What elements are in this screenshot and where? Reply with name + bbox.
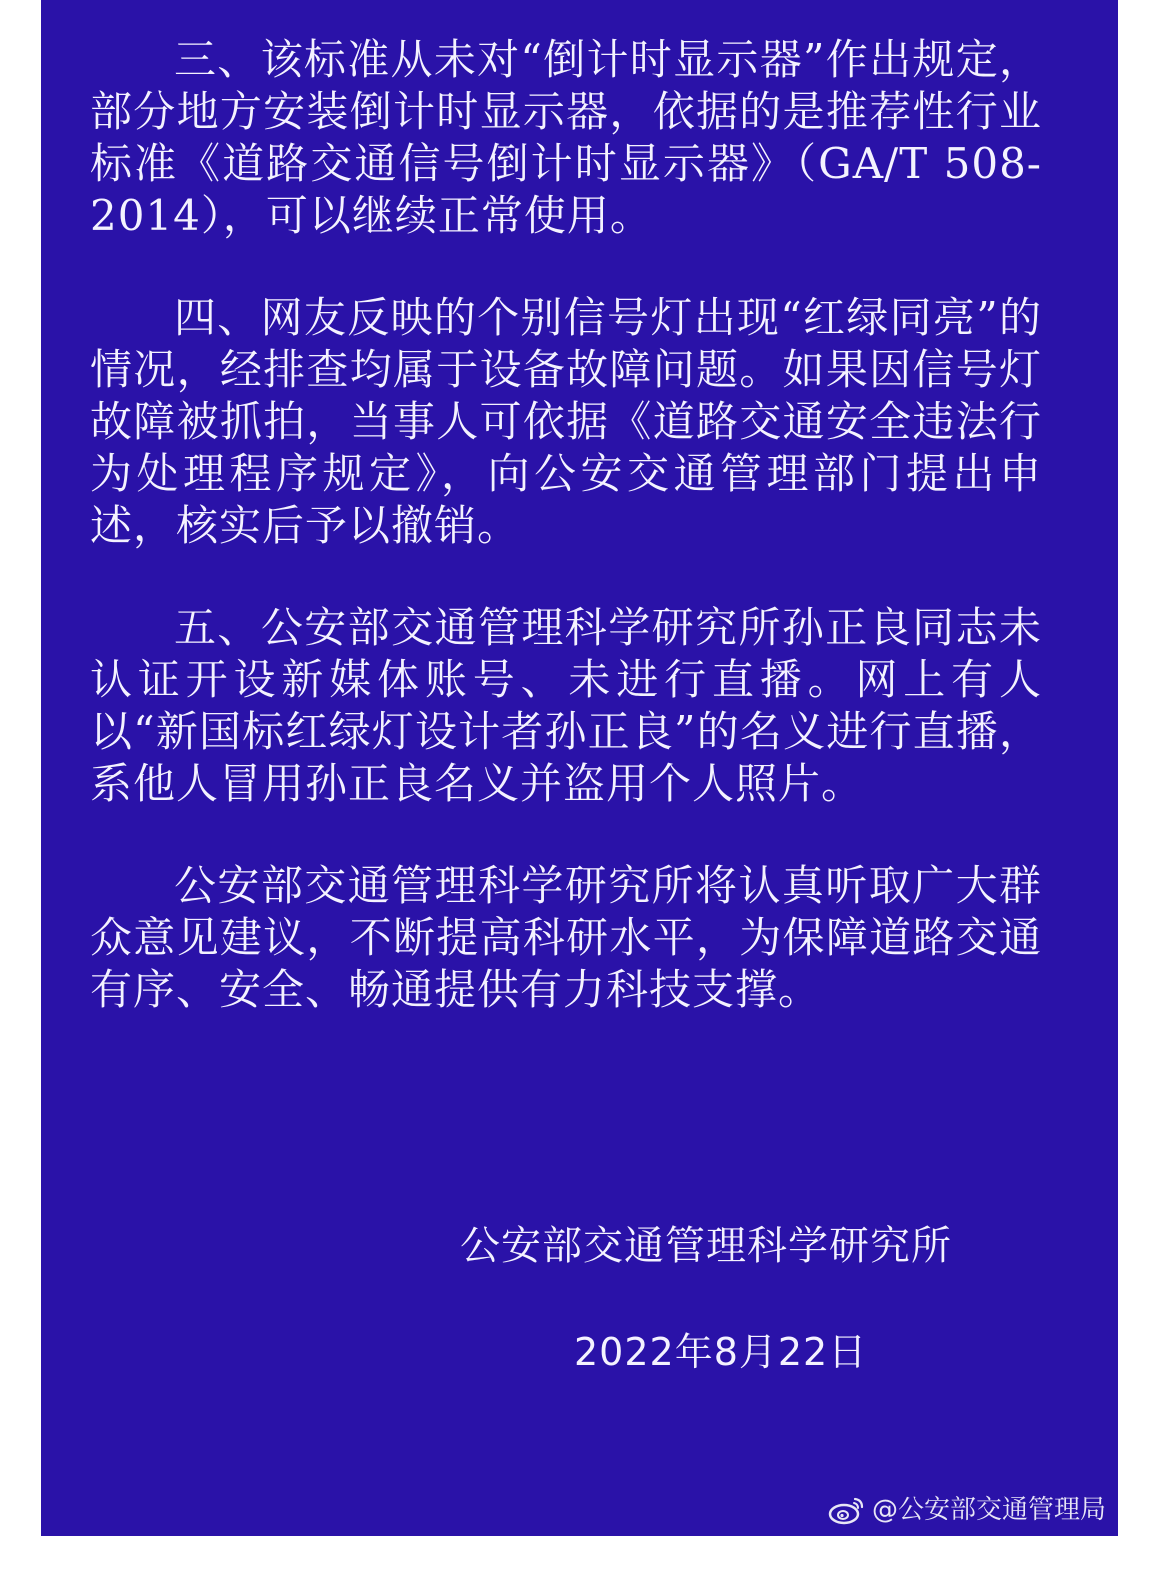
signature-organization: 公安部交通管理科学研究所 bbox=[460, 1223, 952, 1269]
paragraph-5: 五、公安部交通管理科学研究所孙正良同志未认证开设新媒体账号、未进行直播。网上有人以“新国标红绿灯设计者孙正良”的名义进行直播，系他人冒用孙正良名义并盗用个人照片。 bbox=[90, 603, 1042, 808]
paragraph-4: 四、网友反映的个别信号灯出现“红绿同亮”的情况，经排查均属于设备故障问题。如果因信号灯故障被抓拍，当事人可依据《道路交通安全违法行为处理程序规定》，向公安交通管理部门提出申述，核实后予以撤销。 bbox=[90, 293, 1042, 550]
watermark-text: @公安部交通管理局 bbox=[871, 1495, 1106, 1525]
signature-date: 2022年8月22日 bbox=[574, 1330, 868, 1374]
paragraph-3: 三、该标准从未对“倒计时显示器”作出规定，部分地方安装倒计时显示器，依据的是推荐性行业标准《道路交通信号倒计时显示器》（GA/T 508-2014），可以继续正常使用。 bbox=[90, 35, 1042, 240]
notice-image bbox=[41, 0, 1118, 1536]
weibo-icon bbox=[828, 1495, 866, 1525]
weibo-watermark bbox=[828, 1494, 1106, 1526]
closing-paragraph: 公安部交通管理科学研究所将认真听取广大群众意见建议，不断提高科研水平，为保障道路交通有序、安全、畅通提供有力科技支撑。 bbox=[90, 861, 1042, 1014]
